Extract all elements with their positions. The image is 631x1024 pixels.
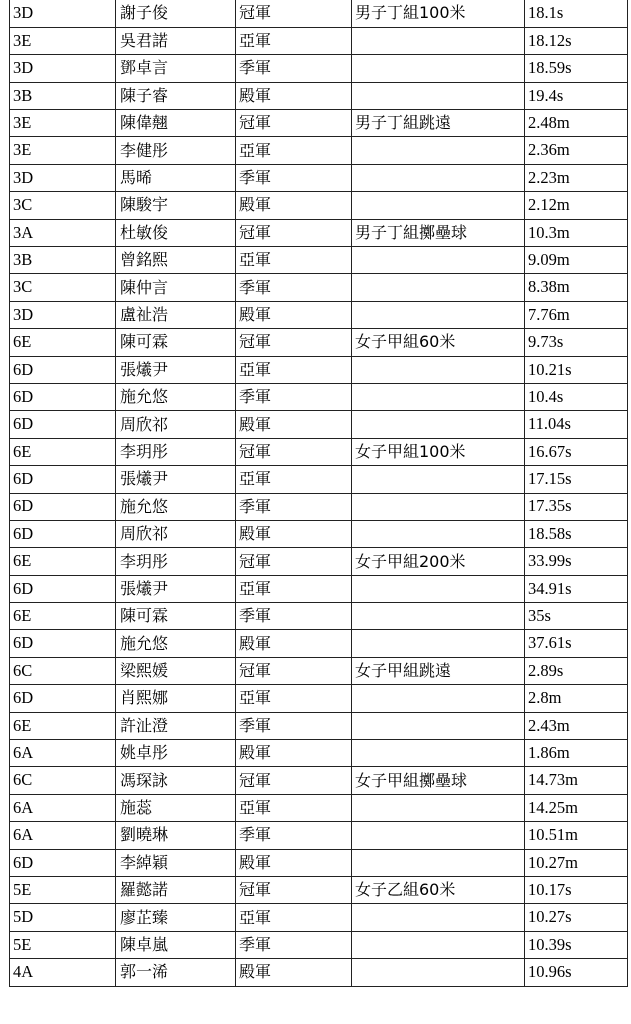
result-cell: 35s <box>525 603 628 630</box>
event-cell <box>352 27 525 54</box>
name-cell: 李健彤 <box>116 137 236 164</box>
table-row <box>10 575 628 602</box>
class-cell: 6D <box>10 383 116 410</box>
award-cell: 冠軍 <box>236 438 352 465</box>
class-cell: 6E <box>10 329 116 356</box>
event-cell <box>352 849 525 876</box>
class-cell: 6D <box>10 575 116 602</box>
table-row <box>10 82 628 109</box>
class-cell: 3A <box>10 219 116 246</box>
event-cell: 女子甲組200米 <box>352 548 525 575</box>
class-cell: 6D <box>10 411 116 438</box>
name-cell: 陳仲言 <box>116 274 236 301</box>
award-cell: 殿軍 <box>236 82 352 109</box>
table-row <box>10 520 628 547</box>
award-cell: 亞軍 <box>236 466 352 493</box>
class-cell: 3E <box>10 27 116 54</box>
event-cell <box>352 274 525 301</box>
award-cell: 季軍 <box>236 274 352 301</box>
event-cell <box>352 603 525 630</box>
event-cell <box>352 82 525 109</box>
award-cell: 冠軍 <box>236 0 352 27</box>
class-cell: 4A <box>10 959 116 986</box>
event-cell <box>352 247 525 274</box>
result-cell: 9.73s <box>525 329 628 356</box>
result-cell: 2.36m <box>525 137 628 164</box>
result-cell: 10.3m <box>525 219 628 246</box>
event-cell <box>352 137 525 164</box>
event-cell: 女子甲組跳遠 <box>352 657 525 684</box>
name-cell: 陳偉翹 <box>116 110 236 137</box>
class-cell: 5E <box>10 877 116 904</box>
table-row <box>10 548 628 575</box>
award-cell: 季軍 <box>236 383 352 410</box>
name-cell: 梁熙媛 <box>116 657 236 684</box>
result-cell: 10.39s <box>525 931 628 958</box>
event-cell <box>352 520 525 547</box>
class-cell: 3C <box>10 274 116 301</box>
award-cell: 殿軍 <box>236 192 352 219</box>
table-row <box>10 110 628 137</box>
event-cell <box>352 575 525 602</box>
table-row <box>10 904 628 931</box>
table-row <box>10 27 628 54</box>
name-cell: 張爔尹 <box>116 356 236 383</box>
table-row <box>10 822 628 849</box>
result-cell: 18.1s <box>525 0 628 27</box>
award-cell: 殿軍 <box>236 959 352 986</box>
event-cell <box>352 822 525 849</box>
name-cell: 盧祉浩 <box>116 301 236 328</box>
results-table <box>9 0 628 987</box>
name-cell: 馬晞 <box>116 164 236 191</box>
name-cell: 郭一浠 <box>116 959 236 986</box>
name-cell: 施蕊 <box>116 794 236 821</box>
class-cell: 3B <box>10 82 116 109</box>
result-cell: 33.99s <box>525 548 628 575</box>
table-row <box>10 0 628 27</box>
class-cell: 6D <box>10 630 116 657</box>
class-cell: 6E <box>10 603 116 630</box>
event-cell: 男子丁組擲壘球 <box>352 219 525 246</box>
name-cell: 陳可霖 <box>116 603 236 630</box>
table-row <box>10 383 628 410</box>
award-cell: 亞軍 <box>236 247 352 274</box>
table-row <box>10 849 628 876</box>
table-row <box>10 685 628 712</box>
result-cell: 37.61s <box>525 630 628 657</box>
name-cell: 李綽穎 <box>116 849 236 876</box>
table-row <box>10 329 628 356</box>
class-cell: 3D <box>10 301 116 328</box>
class-cell: 3D <box>10 164 116 191</box>
result-cell: 9.09m <box>525 247 628 274</box>
name-cell: 吳君諾 <box>116 27 236 54</box>
award-cell: 冠軍 <box>236 548 352 575</box>
class-cell: 5D <box>10 904 116 931</box>
name-cell: 張爔尹 <box>116 466 236 493</box>
class-cell: 6C <box>10 767 116 794</box>
table-row <box>10 877 628 904</box>
name-cell: 陳可霖 <box>116 329 236 356</box>
event-cell <box>352 931 525 958</box>
award-cell: 殿軍 <box>236 520 352 547</box>
class-cell: 6D <box>10 466 116 493</box>
event-cell <box>352 712 525 739</box>
event-cell: 女子甲組100米 <box>352 438 525 465</box>
class-cell: 3C <box>10 192 116 219</box>
event-cell <box>352 740 525 767</box>
event-cell <box>352 493 525 520</box>
award-cell: 冠軍 <box>236 767 352 794</box>
award-cell: 亞軍 <box>236 794 352 821</box>
name-cell: 施允悠 <box>116 493 236 520</box>
result-cell: 10.27m <box>525 849 628 876</box>
result-cell: 10.51m <box>525 822 628 849</box>
award-cell: 冠軍 <box>236 110 352 137</box>
result-cell: 14.73m <box>525 767 628 794</box>
name-cell: 周欣祁 <box>116 411 236 438</box>
class-cell: 6A <box>10 822 116 849</box>
table-row <box>10 959 628 986</box>
name-cell: 杜敏俊 <box>116 219 236 246</box>
event-cell <box>352 356 525 383</box>
award-cell: 季軍 <box>236 164 352 191</box>
event-cell <box>352 192 525 219</box>
award-cell: 殿軍 <box>236 630 352 657</box>
class-cell: 5E <box>10 931 116 958</box>
award-cell: 季軍 <box>236 822 352 849</box>
table-row <box>10 466 628 493</box>
name-cell: 陳子睿 <box>116 82 236 109</box>
result-cell: 1.86m <box>525 740 628 767</box>
event-cell <box>352 466 525 493</box>
result-cell: 2.48m <box>525 110 628 137</box>
table-row <box>10 767 628 794</box>
class-cell: 6E <box>10 438 116 465</box>
result-cell: 2.43m <box>525 712 628 739</box>
award-cell: 亞軍 <box>236 685 352 712</box>
table-row <box>10 438 628 465</box>
table-row <box>10 274 628 301</box>
result-cell: 2.8m <box>525 685 628 712</box>
event-cell: 女子甲組60米 <box>352 329 525 356</box>
table-row <box>10 493 628 520</box>
result-cell: 18.59s <box>525 55 628 82</box>
event-cell <box>352 904 525 931</box>
event-cell <box>352 301 525 328</box>
name-cell: 施允悠 <box>116 630 236 657</box>
result-cell: 8.38m <box>525 274 628 301</box>
class-cell: 6D <box>10 493 116 520</box>
award-cell: 冠軍 <box>236 219 352 246</box>
table-row <box>10 740 628 767</box>
award-cell: 季軍 <box>236 931 352 958</box>
results-body <box>10 0 628 986</box>
name-cell: 李玥彤 <box>116 548 236 575</box>
result-cell: 2.23m <box>525 164 628 191</box>
class-cell: 6D <box>10 849 116 876</box>
event-cell <box>352 959 525 986</box>
name-cell: 曾銘熙 <box>116 247 236 274</box>
award-cell: 殿軍 <box>236 740 352 767</box>
result-cell: 11.04s <box>525 411 628 438</box>
class-cell: 3D <box>10 55 116 82</box>
result-cell: 2.12m <box>525 192 628 219</box>
table-row <box>10 356 628 383</box>
result-cell: 16.67s <box>525 438 628 465</box>
class-cell: 6E <box>10 712 116 739</box>
event-cell: 女子甲組擲壘球 <box>352 767 525 794</box>
event-cell <box>352 383 525 410</box>
result-cell: 10.17s <box>525 877 628 904</box>
name-cell: 李玥彤 <box>116 438 236 465</box>
class-cell: 3E <box>10 137 116 164</box>
class-cell: 3B <box>10 247 116 274</box>
table-row <box>10 247 628 274</box>
class-cell: 3D <box>10 0 116 27</box>
name-cell: 施允悠 <box>116 383 236 410</box>
name-cell: 肖熙娜 <box>116 685 236 712</box>
award-cell: 季軍 <box>236 493 352 520</box>
award-cell: 殿軍 <box>236 411 352 438</box>
table-row <box>10 712 628 739</box>
award-cell: 亞軍 <box>236 575 352 602</box>
award-cell: 冠軍 <box>236 877 352 904</box>
result-cell: 18.58s <box>525 520 628 547</box>
table-row <box>10 219 628 246</box>
result-cell: 18.12s <box>525 27 628 54</box>
name-cell: 馮琛詠 <box>116 767 236 794</box>
result-cell: 10.27s <box>525 904 628 931</box>
name-cell: 許沚澄 <box>116 712 236 739</box>
table-row <box>10 931 628 958</box>
table-row <box>10 164 628 191</box>
award-cell: 殿軍 <box>236 849 352 876</box>
event-cell <box>352 794 525 821</box>
name-cell: 周欣祁 <box>116 520 236 547</box>
award-cell: 亞軍 <box>236 904 352 931</box>
result-cell: 19.4s <box>525 82 628 109</box>
event-cell <box>352 164 525 191</box>
table-row <box>10 630 628 657</box>
award-cell: 亞軍 <box>236 137 352 164</box>
result-cell: 7.76m <box>525 301 628 328</box>
table-row <box>10 603 628 630</box>
class-cell: 6A <box>10 794 116 821</box>
name-cell: 陳卓嵐 <box>116 931 236 958</box>
award-cell: 殿軍 <box>236 301 352 328</box>
award-cell: 亞軍 <box>236 27 352 54</box>
award-cell: 季軍 <box>236 603 352 630</box>
result-cell: 10.21s <box>525 356 628 383</box>
name-cell: 姚卓彤 <box>116 740 236 767</box>
class-cell: 6D <box>10 356 116 383</box>
class-cell: 6C <box>10 657 116 684</box>
result-cell: 17.15s <box>525 466 628 493</box>
result-cell: 10.96s <box>525 959 628 986</box>
result-cell: 14.25m <box>525 794 628 821</box>
name-cell: 謝子俊 <box>116 0 236 27</box>
event-cell <box>352 55 525 82</box>
award-cell: 季軍 <box>236 55 352 82</box>
award-cell: 季軍 <box>236 712 352 739</box>
table-row <box>10 137 628 164</box>
table-row <box>10 301 628 328</box>
table-row <box>10 411 628 438</box>
class-cell: 6A <box>10 740 116 767</box>
class-cell: 3E <box>10 110 116 137</box>
result-cell: 10.4s <box>525 383 628 410</box>
event-cell <box>352 411 525 438</box>
name-cell: 鄧卓言 <box>116 55 236 82</box>
result-cell: 34.91s <box>525 575 628 602</box>
table-row <box>10 657 628 684</box>
award-cell: 冠軍 <box>236 329 352 356</box>
class-cell: 6D <box>10 685 116 712</box>
result-cell: 2.89s <box>525 657 628 684</box>
event-cell: 男子丁組跳遠 <box>352 110 525 137</box>
award-cell: 亞軍 <box>236 356 352 383</box>
table-row <box>10 55 628 82</box>
event-cell <box>352 630 525 657</box>
name-cell: 廖芷臻 <box>116 904 236 931</box>
result-cell: 17.35s <box>525 493 628 520</box>
name-cell: 張爔尹 <box>116 575 236 602</box>
event-cell: 男子丁組100米 <box>352 0 525 27</box>
name-cell: 羅懿諾 <box>116 877 236 904</box>
event-cell <box>352 685 525 712</box>
table-row <box>10 192 628 219</box>
event-cell: 女子乙組60米 <box>352 877 525 904</box>
award-cell: 冠軍 <box>236 657 352 684</box>
name-cell: 陳駿宇 <box>116 192 236 219</box>
class-cell: 6E <box>10 548 116 575</box>
name-cell: 劉曉琳 <box>116 822 236 849</box>
class-cell: 6D <box>10 520 116 547</box>
table-row <box>10 794 628 821</box>
